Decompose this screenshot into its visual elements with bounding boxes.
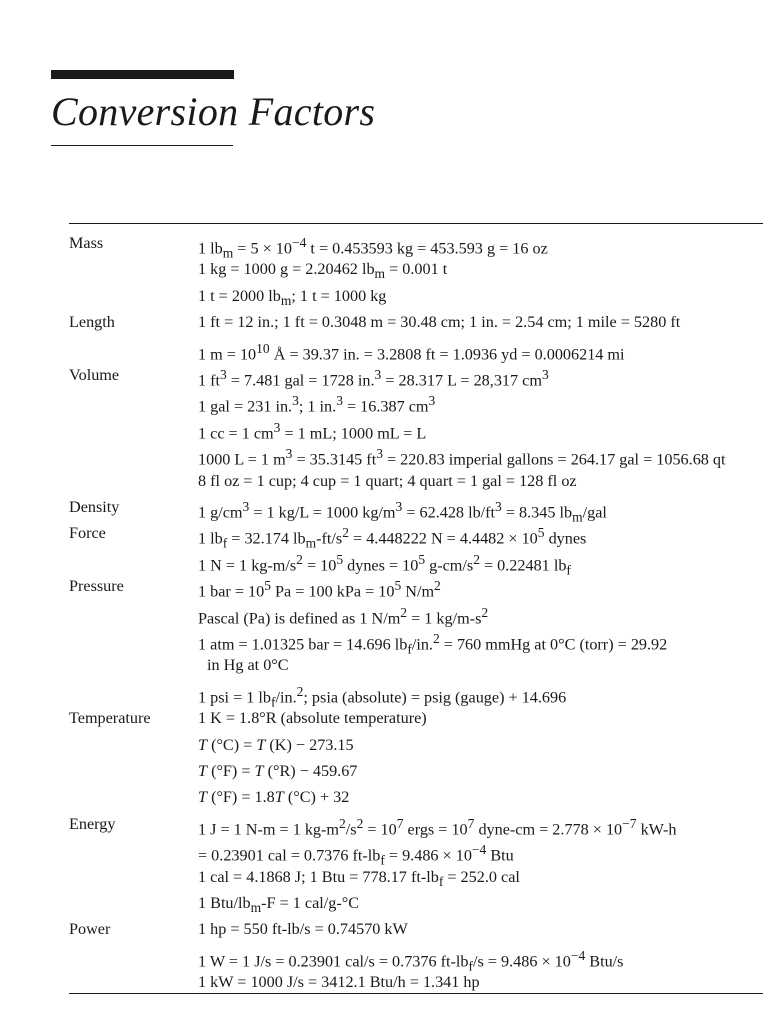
row-category: Power [69, 920, 111, 939]
row-conversion: 1 W = 1 J/s = 0.23901 cal/s = 0.7376 $ft-lb_f/s = 9.486 \times 10^{-4}$ Btu/s [198, 947, 624, 974]
table-row [0, 283, 768, 309]
row-category: Force [69, 524, 106, 543]
row-conversion: T (°F) = T (°R) − 459.67 [198, 762, 358, 780]
table-row [0, 600, 768, 626]
table-row [0, 705, 768, 731]
row-conversion: 1 ft = 12 in.; 1 ft = 0.3048 m = 30.48 cm; 1 in. = 2.54 cm; 1 mile = 5280 ft [198, 313, 681, 332]
table-row [0, 916, 768, 942]
row-conversion: T (°C) = T (K) − 273.15 [198, 735, 354, 754]
row-conversion: 1 cc = 1 $cm^3 = 1$ mL; 1000 mL = L [198, 419, 427, 443]
row-category: Volume [69, 366, 120, 384]
row-conversion: 1 N = 1 $kg-m/s^2 = 10^5$ dynes = $10^5$ $g-cm/s^2 = 0.22481$ $lb_f$ [198, 551, 571, 578]
table-row [0, 336, 768, 362]
row-conversion: 1 $g/cm^3 = 1$ kg/L = 1000 $kg/m^3 = 62.428$ $lb/ft^3 = 8.345$ $lb_m$/gal [198, 499, 607, 525]
row-conversion: 1 t = 2000 $lb_m$; 1 t = 1000 kg [198, 286, 387, 309]
table-row [0, 943, 768, 974]
row-category: Energy [69, 814, 116, 833]
row-category: Temperature [69, 709, 151, 728]
row-conversion: 1 gal = 231 in.$^3$; 1 in.$^3$ = 16.387 $cm^3$ [198, 393, 436, 416]
row-conversion: T (°F) = 1.8T (°C) + 32 [198, 788, 350, 807]
table-row [0, 388, 768, 414]
row-conversion: Pascal (Pa) is defined as 1 $N/m^2 = 1$ $kg/m-s^2$ [198, 604, 489, 627]
row-conversion: 1 psi = 1 $lb_f/in.^2$; psia (absolute) = psig (gauge) + 14.696 [198, 683, 567, 710]
row-conversion: 1 atm = 1.01325 bar = 14.696 $lb_f/in.^2 = 760$ mmHg at 0°C (torr) = 29.92 [198, 631, 668, 657]
row-category: Pressure [69, 577, 124, 596]
table-row [0, 547, 768, 578]
row-category: Length [69, 313, 115, 332]
row-conversion: 1 cal = 4.1868 J; 1 Btu = 778.17 $ft-lb_f = 252.0$ cal [198, 867, 520, 889]
table-row [0, 864, 768, 890]
row-conversion: 1 K = 1.8°R (absolute temperature) [198, 709, 427, 728]
row-conversion: 1 J = 1 N-m = 1 $kg-m^2/s^2 = 10^7$ ergs = $10^7$ dyne-cm = $2.778 \times 10^{-7}$ kW-h [198, 815, 677, 839]
table-row [0, 732, 768, 758]
row-conversion: 1 kW = 1000 J/s = 3412.1 Btu/h = 1.341 hp [198, 973, 480, 992]
table-row [0, 626, 768, 657]
table-row [0, 415, 768, 441]
row-conversion: 1 $lb_f = 32.174$ $lb_m-ft/s^2 = 4.448222$ $N = 4.4482 \times 10^5$ dynes [198, 525, 587, 552]
page-title: Conversion Factors [51, 89, 376, 134]
table-row [0, 468, 768, 494]
row-conversion: 1 Btu/$lb_m-F = 1$ cal/g-°C [198, 894, 360, 916]
table-row [0, 758, 768, 784]
table-row [0, 784, 768, 810]
table-row [0, 230, 768, 261]
table-bottom-rule [69, 993, 763, 994]
row-category: Density [69, 498, 120, 516]
table-row [0, 890, 768, 916]
row-conversion: 1 bar = $10^5$ Pa = 100 kPa = $10^5$ $N/m^2$ [198, 578, 441, 601]
title-top-rule [51, 70, 234, 79]
row-conversion: = 0.23901 cal = 0.7376 $ft-lb_f = 9.486 \times 10^{-4}$ Btu [198, 842, 514, 868]
row-conversion: 1 $lb_m = 5 \times 10^{-4}$ t = 0.453593 kg = 453.593 g = 16 oz [198, 235, 548, 261]
title-underline [51, 145, 233, 146]
row-conversion: 1000 L = 1 $m^3 = 35.3145$ $ft^3 = 220.83$ imperial gallons = 264.17 gal = 1056.68 qt [198, 446, 726, 469]
table-row [0, 309, 768, 335]
row-conversion: 8 fl oz = 1 cup; 4 cup = 1 quart; 4 quart = 1 gal = 128 fl oz [198, 471, 577, 490]
table-row [0, 256, 768, 282]
table-row [0, 494, 768, 525]
table-row [0, 969, 768, 995]
row-conversion: 1 $m = 10^{10}$ Å = 39.37 in. = 3.2808 ft = 1.0936 yd = 0.0006214 mi [198, 340, 625, 363]
row-category: Mass [69, 234, 104, 252]
table-row [0, 520, 768, 552]
table-row [0, 837, 768, 868]
table-top-rule [69, 223, 763, 224]
table-row [0, 679, 768, 710]
table-row [0, 573, 768, 599]
row-conversion: 1 $ft^3 = 7.481$ gal = 1728 in.$^3$ = 28.317 L = 28,317 $cm^3$ [198, 367, 549, 390]
table-row [0, 441, 768, 467]
row-conversion: 1 hp = 550 ft-lb/s = 0.74570 kW [198, 920, 408, 939]
row-conversion: 1 kg = 1000 g = 2.20462 $lb_m = 0.001$ t [198, 260, 448, 282]
table-row [0, 811, 768, 837]
table-row [0, 362, 768, 388]
row-conversion: in Hg at 0°C [207, 656, 289, 675]
table-row [0, 652, 768, 678]
